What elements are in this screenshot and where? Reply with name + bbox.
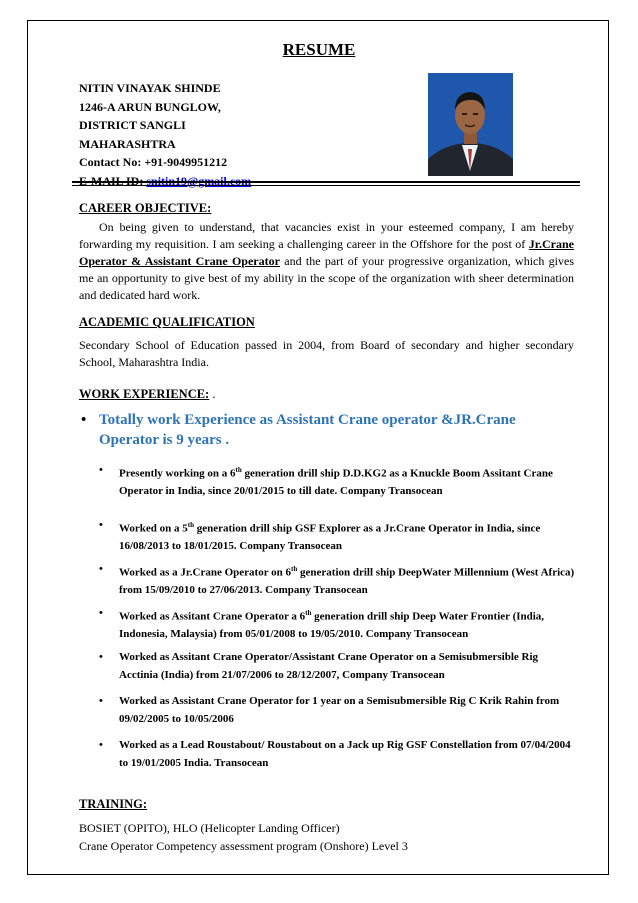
work-item-text: Worked as Assitant Crane Operator a 6	[119, 610, 306, 623]
career-post: Jr.Crane Operator & Assistant Crane Operator	[79, 237, 574, 268]
work-item-text: Worked on a 5	[119, 522, 188, 535]
profile-photo	[428, 73, 513, 176]
work-experience-heading-row	[79, 387, 215, 402]
experience-summary-text: Totally work Experience as Assistant Crane operator &JR.Crane Operator is 9 years .	[99, 412, 516, 448]
email-label: E-MAIL ID:	[79, 173, 147, 188]
career-text-after: and the part of your progressive organization, which gives me an opportunity to give best of my ability in the scope of the organization with sheer determination and dedicated hard work.	[79, 254, 575, 302]
training-heading: TRAINING:	[79, 797, 148, 811]
work-item	[99, 561, 579, 600]
career-objective-text	[79, 219, 574, 304]
work-experience-heading: WORK EXPERIENCE:	[79, 387, 210, 401]
work-item	[99, 605, 579, 644]
work-heading-suffix: .	[209, 387, 216, 401]
career-text-before: On being given to understand, that vacancies exist in your esteemed company, I am hereby forwarding my requisition. I am seeking a challenging career in the Offshore for the post of	[79, 220, 574, 251]
work-item-text: generation drill ship D.D.KG2 as a Knuckle Boom Assitant Crane Operator in India, since 20/01/2015 to till date. Company Transocean	[119, 467, 553, 498]
work-item-sup: th	[235, 466, 242, 474]
header-divider-thin	[72, 185, 580, 186]
work-item-text: Worked as a Jr.Crane Operator on 6	[119, 566, 292, 579]
bullet-icon: •	[81, 412, 87, 428]
work-item	[99, 517, 579, 556]
work-item	[99, 693, 579, 728]
resume-title: RESUME	[282, 40, 356, 59]
academic-text: Secondary School of Education passed in 2004, from Board of secondary and higher secondary School, Maharashtra India.	[79, 338, 574, 369]
training-block	[79, 820, 408, 855]
bullet-icon: •	[99, 563, 103, 575]
address-line-2: DISTRICT SANGLI	[79, 118, 186, 132]
address-line-3: MAHARASHTRA	[79, 136, 176, 151]
experience-summary	[81, 410, 569, 450]
contact-block	[79, 79, 251, 190]
work-item-sup: th	[187, 521, 194, 529]
phone-number: Contact No: +91-9049951212	[79, 155, 228, 169]
work-item	[99, 649, 579, 684]
bullet-icon: •	[99, 519, 103, 531]
bullet-icon: •	[99, 695, 103, 707]
work-item-sup: th	[291, 565, 298, 573]
work-item-text: Worked as a Lead Roustabout/ Roustabout on a Jack up Rig GSF Constellation from 07/04/2004 to 19/01/2005 India. Transocean	[119, 739, 571, 769]
work-item-text: Worked as Assistant Crane Operator for 1 year on a Semisubmersible Rig C Krik Rahin from 09/02/2005 to 10/05/2006	[119, 695, 560, 725]
work-item-text: generation drill ship Deep Water Frontier (India, Indonesia, Malaysia) from 05/01/2008 to 19/05/2010. Company Transocean	[119, 610, 545, 641]
training-line-2: Crane Operator Competency assessment program (Onshore) Level 3	[79, 838, 408, 853]
work-item-text: generation drill ship DeepWater Millennium (West Africa) from 15/09/2010 to 27/06/2013. Company Transocean	[119, 566, 575, 597]
work-item	[99, 462, 579, 501]
header-divider-thick	[72, 181, 580, 183]
candidate-name: NITIN VINAYAK SHINDE	[79, 81, 221, 95]
work-item-text: Presently working on a 6	[119, 467, 236, 480]
academic-heading: ACADEMIC QUALIFICATION	[79, 315, 255, 329]
bullet-icon: •	[99, 464, 103, 476]
email-link[interactable]: snitin19@gmail.com	[146, 173, 252, 188]
work-item-sup: th	[305, 609, 312, 617]
work-item	[99, 737, 579, 772]
bullet-icon: •	[99, 607, 103, 619]
work-item-text: Worked as Assitant Crane Operator/Assistant Crane Operator on a Semisubmersible Rig Acctinia (India) from 21/07/2006 to 28/12/2007, Company Transocean	[119, 651, 539, 681]
career-objective-heading: CAREER OBJECTIVE:	[79, 201, 212, 215]
bullet-icon: •	[99, 651, 103, 663]
address-line-1: 1246-A ARUN BUNGLOW,	[79, 99, 221, 114]
training-line-1: BOSIET (OPITO), HLO (Helicopter Landing Officer)	[79, 821, 340, 835]
bullet-icon: •	[99, 739, 103, 751]
work-item-text: generation drill ship GSF Explorer as a Jr.Crane Operator in India, since 16/08/2013 to 18/01/2015. Company Transocean	[119, 522, 541, 553]
